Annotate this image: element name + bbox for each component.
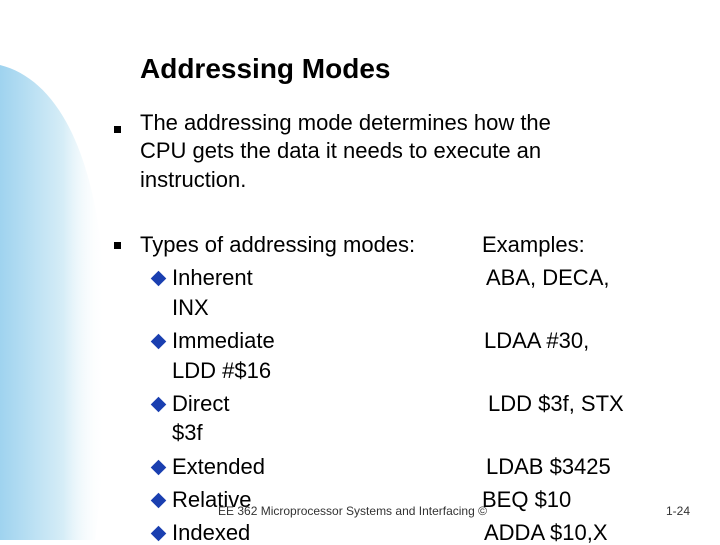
mode-indexed: Indexed [150,522,250,544]
example-direct-2: $3f [172,420,203,445]
modes-heading: Types of addressing modes: [140,232,416,257]
mode-inherent: Inherent [150,267,253,289]
example-relative: BEQ $10 [482,487,572,512]
mode-relative: Relative [150,489,251,511]
example-inherent-2: INX [172,295,209,320]
bullet1-line2: CPU gets the data it needs to execute an [140,138,542,163]
diamond-bullet-icon [151,492,167,508]
footer-course: EE 362 Microprocessor Systems and Interfacing © [218,504,487,518]
bullet1-line1: The addressing mode determines how the [140,110,551,135]
example-immediate-1: LDAA #30, [484,328,590,353]
bullet-square-icon [114,126,121,133]
diamond-bullet-icon [151,270,167,286]
example-extended: LDAB $3425 [486,454,611,479]
examples-heading: Examples: [482,232,585,257]
diamond-bullet-icon [151,396,167,412]
diamond-bullet-icon [151,459,167,475]
diamond-bullet-icon [151,525,167,541]
mode-extended: Extended [150,456,265,478]
diamond-bullet-icon [151,333,167,349]
example-inherent-1: ABA, DECA, [486,265,610,290]
example-direct-1: LDD $3f, STX [488,391,624,416]
mode-direct: Direct [150,393,229,415]
example-indexed: ADDA $10,X [484,520,608,545]
bullet1-line3: instruction. [140,167,247,192]
example-immediate-2: LDD #$16 [172,358,272,383]
bullet-square-icon [114,242,121,249]
slide-title: Addressing Modes [140,53,391,84]
footer-page-number: 1-24 [666,504,691,518]
mode-immediate: Immediate [150,330,275,352]
